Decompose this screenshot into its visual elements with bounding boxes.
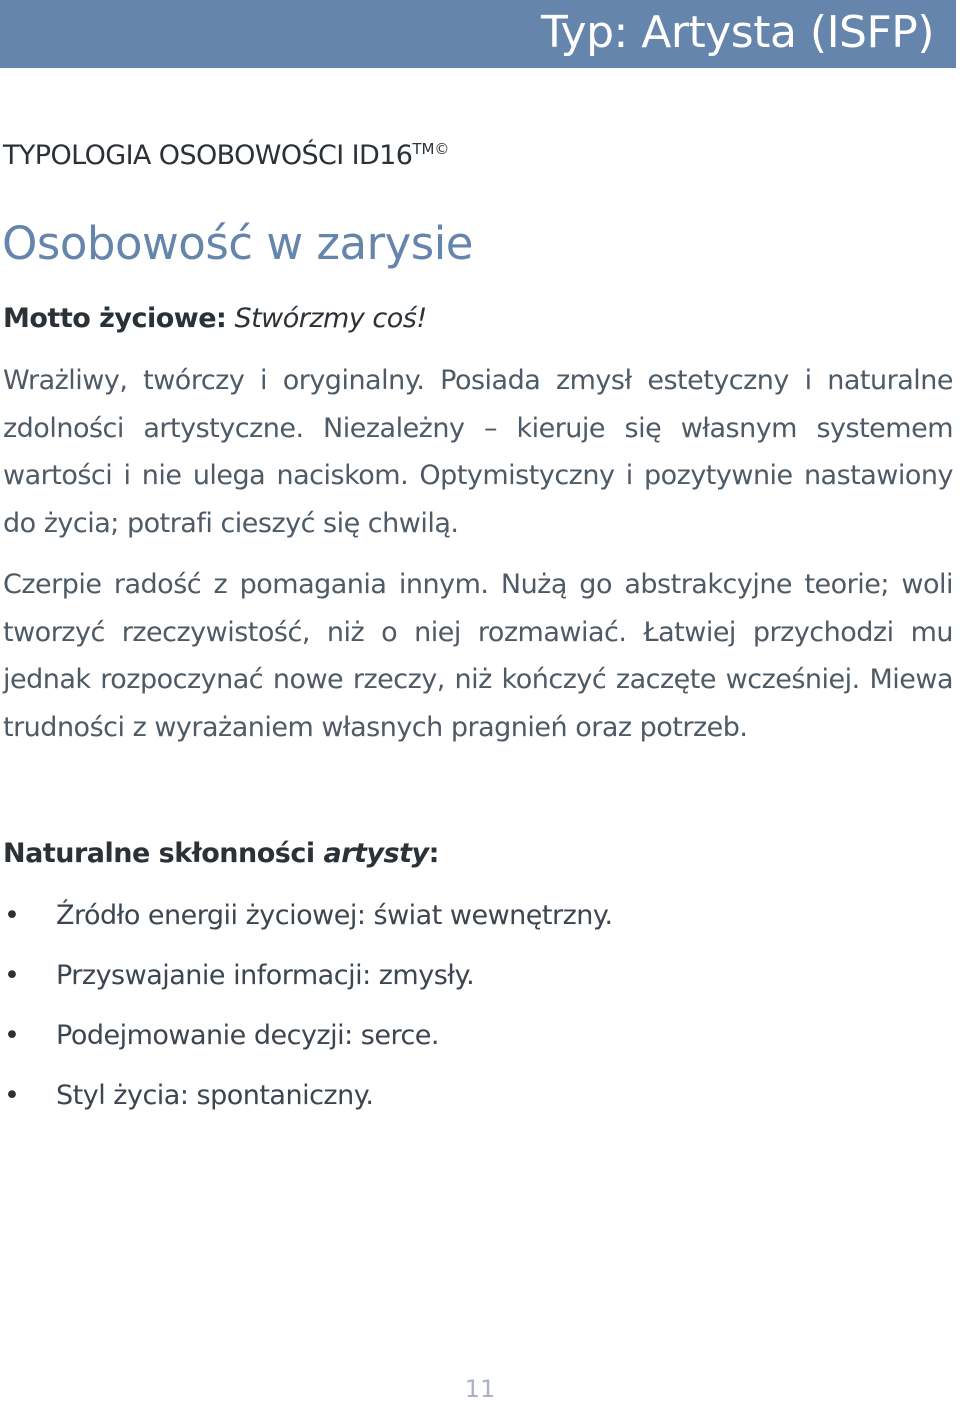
motto-value: Stwórzmy coś! <box>234 303 427 334</box>
bullet-icon: • <box>4 1080 20 1111</box>
list-item-text: Źródło energii życiowej: świat wewnętrzny. <box>56 900 613 931</box>
header-title: Typ: Artysta (ISFP) <box>541 7 934 58</box>
tendencies-heading-type: artysty <box>323 838 429 869</box>
bullet-icon: • <box>4 960 20 991</box>
tendencies-heading-prefix: Naturalne skłonności <box>3 838 324 869</box>
motto <box>3 299 427 339</box>
bullet-icon: • <box>4 1020 20 1051</box>
typology-text: TYPOLOGIA OSOBOWOŚCI ID16 <box>3 140 413 171</box>
trademark-mark: TM© <box>412 140 450 158</box>
tendencies-heading-suffix: : <box>428 838 439 869</box>
header-bar <box>0 0 956 68</box>
motto-label: Motto życiowe: <box>3 303 227 334</box>
tendencies-heading <box>3 834 439 874</box>
page-number: 11 <box>464 1375 496 1403</box>
list-item-text: Styl życia: spontaniczny. <box>56 1080 374 1111</box>
list-item-text: Podejmowanie decyzji: serce. <box>56 1020 439 1051</box>
typology-label <box>3 131 449 174</box>
bullet-icon: • <box>4 900 20 931</box>
description-paragraph-1: Wrażliwy, twórczy i oryginalny. Posiada zmysł estetyczny i naturalne zdolności artystyczne. Niezależny – kieruje się własnym systemem wartości i nie ulega naciskom. Optymistyczny i pozytywnie nastawiony do życia; potrafi cieszyć się chwilą. <box>3 365 953 539</box>
section-title: Osobowość w zarysie <box>2 217 473 270</box>
description-paragraph-2: Czerpie radość z pomagania innym. Nużą go abstrakcyjne teorie; woli tworzyć rzeczywistość, niż o niej rozmawiać. Łatwiej przychodzi mu jednak rozpoczynać nowe rzeczy, niż kończyć zaczęte wcześniej. Miewa trudności z wyrażaniem własnych pragnień oraz potrzeb. <box>3 569 953 743</box>
list-item-text: Przyswajanie informacji: zmysły. <box>56 960 475 991</box>
